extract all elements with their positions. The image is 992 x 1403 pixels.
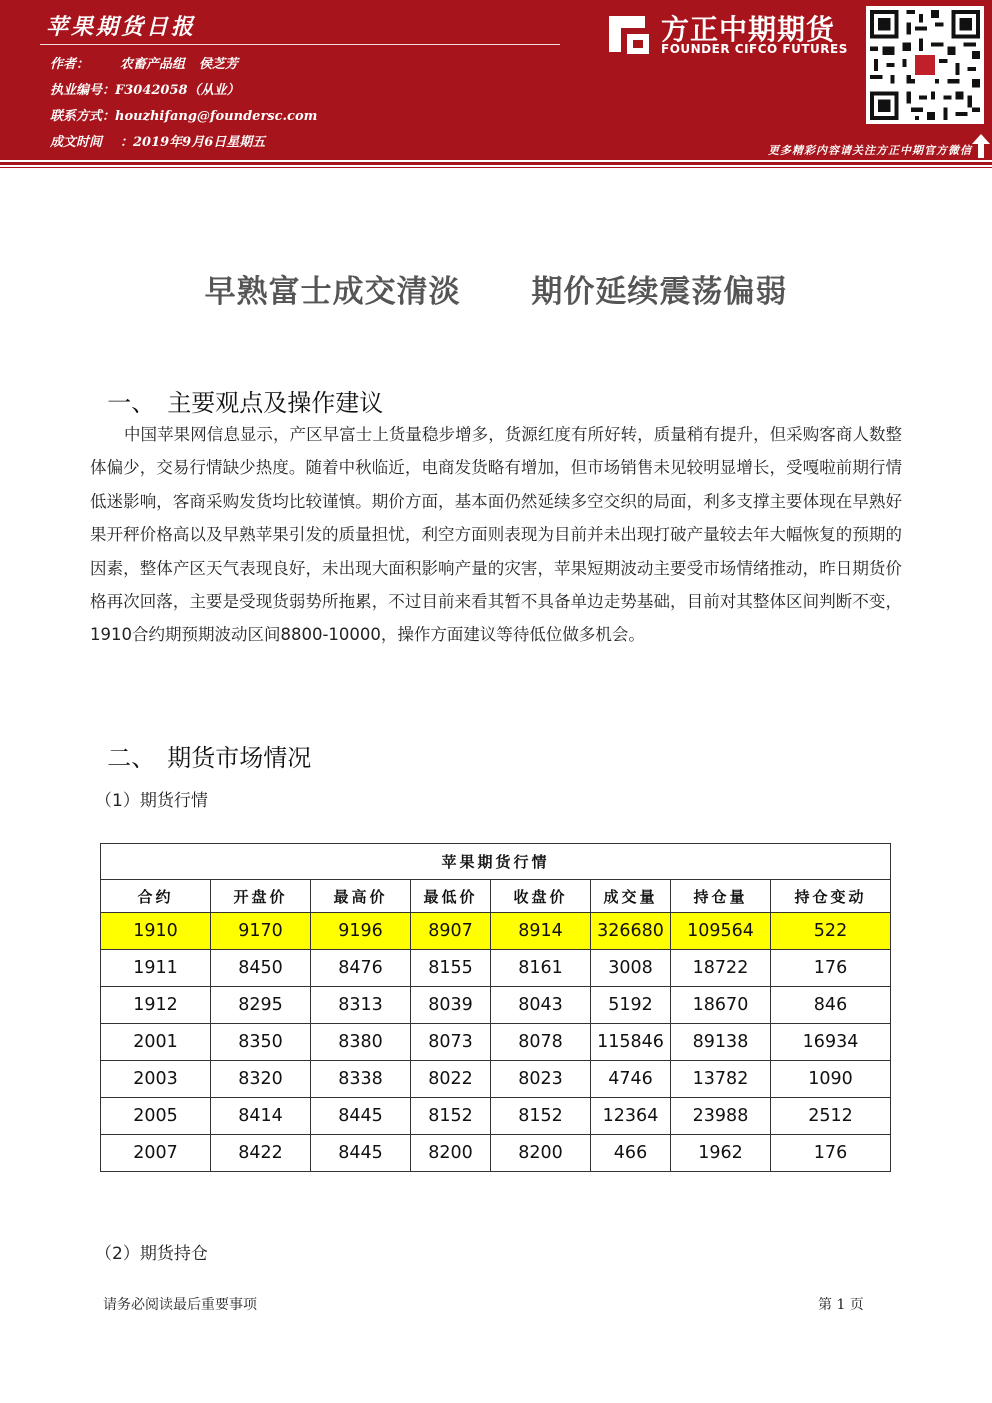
table-cell: 8078 [491, 1024, 591, 1061]
section-1-heading [92, 355, 383, 418]
founder-logo [605, 8, 855, 58]
column-header: 收盘价 [491, 880, 591, 913]
table-cell: 8907 [411, 913, 491, 950]
table-cell: 846 [771, 987, 891, 1024]
table-cell: 18670 [671, 987, 771, 1024]
qr-code-icon [866, 6, 984, 124]
column-header: 最高价 [311, 880, 411, 913]
report-name: 苹果期货日报 [46, 14, 197, 40]
table-cell: 176 [771, 950, 891, 987]
section-2-number: 二、 [107, 744, 156, 772]
table-cell: 2001 [101, 1024, 211, 1061]
table-cell: 8422 [211, 1135, 311, 1172]
table-cell: 522 [771, 913, 891, 950]
author-group: 农畜产品组 [120, 57, 186, 72]
table-cell: 8039 [411, 987, 491, 1024]
author-line [50, 56, 238, 74]
table-row [101, 987, 891, 1024]
section-1-title: 主要观点及操作建议 [167, 389, 384, 417]
report-title: 早熟富士成交清淡 期价延续震荡偏弱 [204, 274, 788, 310]
table-cell: 8350 [211, 1024, 311, 1061]
table-cell: 8450 [211, 950, 311, 987]
table-cell: 8295 [211, 987, 311, 1024]
table-row [101, 1135, 891, 1172]
header-rule-thin [0, 167, 992, 168]
table-cell: 2003 [101, 1061, 211, 1098]
table-cell: 8022 [411, 1061, 491, 1098]
table-cell: 1090 [771, 1061, 891, 1098]
date-value: ：2019年9月6日星期五 [120, 135, 266, 150]
table-cell: 8914 [491, 913, 591, 950]
table-cell: 8445 [311, 1098, 411, 1135]
page-number: 第 1 页 [818, 1297, 864, 1313]
table-row [101, 1098, 891, 1135]
column-header: 成交量 [591, 880, 671, 913]
futures-quote-subtitle: （1）期货行情 [95, 791, 208, 811]
table-cell: 18722 [671, 950, 771, 987]
table-cell: 8152 [411, 1098, 491, 1135]
column-header: 合约 [101, 880, 211, 913]
table-cell: 1911 [101, 950, 211, 987]
table-cell: 3008 [591, 950, 671, 987]
table-cell: 8338 [311, 1061, 411, 1098]
column-header: 持仓量 [671, 880, 771, 913]
founder-logo-icon [605, 10, 653, 58]
table-cell: 89138 [671, 1024, 771, 1061]
table-cell: 326680 [591, 913, 671, 950]
table-cell: 1962 [671, 1135, 771, 1172]
table-row [101, 950, 891, 987]
table-cell: 8414 [211, 1098, 311, 1135]
futures-position-subtitle: （2）期货持仓 [95, 1244, 208, 1264]
table-cell: 5192 [591, 987, 671, 1024]
license-value: F3042058（从业） [115, 83, 240, 98]
table-cell: 9196 [311, 913, 411, 950]
author-label: 作者： [50, 57, 90, 72]
table-cell: 8155 [411, 950, 491, 987]
column-header: 开盘价 [211, 880, 311, 913]
table-caption: 苹果期货行情 [101, 844, 891, 880]
table-body [101, 913, 891, 1172]
table-cell: 8200 [411, 1135, 491, 1172]
author-name: 侯芝芳 [199, 57, 239, 72]
table-cell: 2007 [101, 1135, 211, 1172]
table-cell: 8476 [311, 950, 411, 987]
wechat-follow-note: 更多精彩内容请关注方正中期官方微信 [768, 144, 972, 157]
apple-futures-table [100, 843, 891, 1172]
section-1-number: 一、 [107, 389, 156, 417]
column-header: 持仓变动 [771, 880, 891, 913]
table-cell: 8380 [311, 1024, 411, 1061]
header-rule [0, 162, 992, 165]
section-2-title: 期货市场情况 [167, 744, 312, 772]
section-1-paragraph: 中国苹果网信息显示，产区早富士上货量稳步增多，货源红度有所好转，质量稍有提升，但采购客商人数整体偏少，交易行情缺少热度。随着中秋临近，电商发货略有增加，但市场销售未见较明显增长，受嘎啦前期行情低迷影响，客商采购发货均比较谨慎。期价方面，基本面仍然延续多空交织的局面，利多支撑主要体现在早熟好果开秤价格高以及早熟苹果引发的质量担忧，利空方面则表现为目前并未出现打破产量较去年大幅恢复的预期的因素，整体产区天气表现良好，未出现大面积影响产量的灾害，苹果短期波动主要受市场情绪推动，昨日期货价格再次回落，主要是受现货弱势所拖累，不过目前来看其暂不具备单边走势基础，目前对其整体区间判断不变，1910合约期预期波动区间8800-10000，操作方面建议等待低位做多机会。 [90, 425, 902, 645]
table-cell: 8043 [491, 987, 591, 1024]
table-cell: 8200 [491, 1135, 591, 1172]
table-cell: 9170 [211, 913, 311, 950]
table-cell: 8023 [491, 1061, 591, 1098]
table-cell: 8445 [311, 1135, 411, 1172]
table-header-row [101, 880, 891, 913]
table-cell: 8073 [411, 1024, 491, 1061]
column-header: 最低价 [411, 880, 491, 913]
license-label: 执业编号： [50, 83, 116, 98]
qr-code [866, 6, 984, 124]
table-cell: 8161 [491, 950, 591, 987]
table-cell: 1910 [101, 913, 211, 950]
table-row [101, 913, 891, 950]
table-row [101, 1061, 891, 1098]
logo-english-name: FOUNDER CIFCO FUTURES [661, 42, 848, 56]
table-row [101, 1024, 891, 1061]
table-cell: 109564 [671, 913, 771, 950]
footer-disclaimer: 请务必阅读最后重要事项 [103, 1297, 257, 1313]
table-cell: 16934 [771, 1024, 891, 1061]
table-cell: 13782 [671, 1061, 771, 1098]
report-header [0, 0, 992, 160]
table-cell: 8152 [491, 1098, 591, 1135]
contact-value: houzhifang@foundersc.com [115, 109, 318, 124]
table-cell: 1912 [101, 987, 211, 1024]
table-cell: 2005 [101, 1098, 211, 1135]
table-cell: 466 [591, 1135, 671, 1172]
date-line [50, 134, 265, 152]
table-cell: 115846 [591, 1024, 671, 1061]
table-cell: 12364 [591, 1098, 671, 1135]
license-line [50, 82, 240, 100]
up-arrow-icon [972, 134, 990, 158]
table-cell: 2512 [771, 1098, 891, 1135]
contact-label: 联系方式： [50, 109, 116, 124]
table-cell: 8320 [211, 1061, 311, 1098]
table-cell: 8313 [311, 987, 411, 1024]
table-cell: 176 [771, 1135, 891, 1172]
contact-line [50, 108, 317, 126]
header-divider [40, 44, 560, 45]
date-label: 成文时间 [50, 135, 103, 150]
table-cell: 23988 [671, 1098, 771, 1135]
table-cell: 4746 [591, 1061, 671, 1098]
section-2-heading [92, 710, 311, 773]
logo-chinese-name: 方正中期期货 [661, 13, 836, 46]
